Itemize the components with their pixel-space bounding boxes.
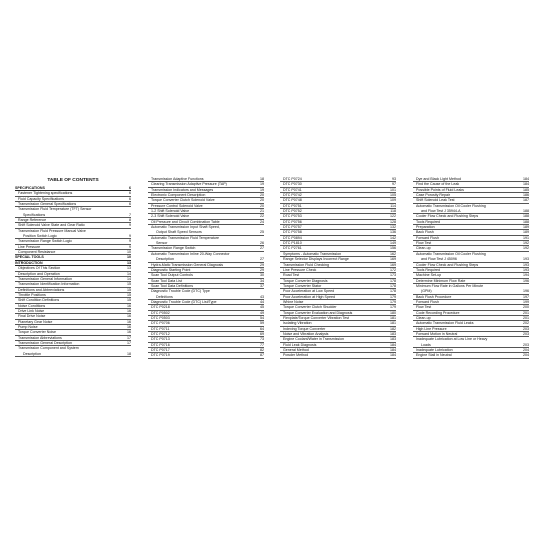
toc-entry-page-number: 26 (260, 241, 264, 246)
toc-entry-title: Objectives Of This Section (18, 266, 61, 271)
toc-entry-page-number: 15 (127, 282, 131, 287)
toc-entry-title: Scan Tool Data List (151, 278, 182, 283)
toc-entry-page-number: 69 (260, 331, 264, 336)
toc-entry-page-number: 64 (260, 326, 264, 331)
toc-entry-title: Road Test (283, 273, 300, 278)
toc-entry-title: Pressure Control Solenoid Valve (151, 203, 203, 208)
toc-entry-page-number: 105 (390, 193, 396, 198)
toc-column-3 (280, 177, 396, 359)
toc-entry-page-number: 45 (260, 305, 264, 310)
toc-entry-title: DTC P0758 (283, 230, 302, 235)
toc-entry-title: Line Pressure (18, 244, 41, 249)
toc-entry-title: 1-2 Shift Solenoid Valve (151, 209, 190, 214)
toc-entry-page-number: 188 (523, 209, 529, 214)
toc-entry-title: Clean-up (416, 246, 431, 251)
toc-entry-page-number: 19 (260, 187, 264, 192)
toc-entry-title: Torque Converter Evaluation and Diagnosis (283, 310, 353, 315)
toc-entry-title: Forward Flush (416, 235, 439, 240)
toc-entry-title: Whine Noise (283, 299, 304, 304)
toc-entry-page-number: 184 (390, 342, 396, 347)
toc-entry-page-number: 178 (390, 278, 396, 283)
toc-entry-page-number: 16 (127, 314, 131, 319)
toc-entry-page-number: 118 (390, 209, 396, 214)
toc-entry-title: Transmission Identification Information (18, 282, 80, 287)
toc-entry-page-number: 182 (390, 326, 396, 331)
toc-entry-title: Clearing Transmission Adaptive Pressure (TAP) (151, 182, 227, 187)
toc-entry-page-number: 204 (523, 353, 529, 358)
toc-entry-page-number: 149 (390, 241, 396, 246)
toc-entry-title: Determine Minimum Flow Rate (416, 278, 466, 283)
toc-entry-title: Machine Set-up (416, 273, 442, 278)
toc-entry-title: Transmission General Information (18, 276, 72, 281)
toc-entry-page-number: 142 (390, 235, 396, 240)
toc-entry-title: Back Flush Procedure (416, 294, 452, 299)
toc-entry[interactable] (15, 229, 131, 240)
toc-entry-page-number: 109 (390, 198, 396, 203)
toc-column-1 (15, 186, 131, 357)
toc-column-2 (148, 177, 264, 359)
toc-entry-page-number: 193 (523, 257, 529, 262)
toc-entry-title: Code Recording Procedure (416, 310, 460, 315)
toc-entry-title: Flexplate/Torque Converter Vibration Test (283, 315, 349, 320)
toc-entry-title: DTC P2761 (283, 246, 302, 251)
toc-entry-title: DTC P0712 (151, 331, 170, 336)
toc-entry-page-number: 9 (129, 239, 131, 244)
toc-entry-page-number: 13 (127, 260, 131, 265)
toc-entry-title: Automatic Transmission Oil Cooler Flushing (416, 251, 486, 256)
toc-entry-title: Final Drive Noise (18, 314, 46, 319)
toc-entry-title: Forward Flush (416, 299, 439, 304)
toc-entry-page-number: 193 (523, 267, 529, 272)
toc-entry-page-number: 22 (260, 214, 264, 219)
toc-entry-page-number: 202 (523, 321, 529, 326)
toc-entry-title: DTC P0741 (283, 187, 302, 192)
toc-entry-page-number: 132 (390, 225, 396, 230)
toc-entry-title: Isolating Vibration (283, 321, 312, 326)
toc-entry-title: Transmission Range Switch (151, 246, 196, 251)
toc-entry-title: Tools Required (416, 267, 440, 272)
toc-entry-page-number: 16 (127, 324, 131, 329)
toc-entry-title: Powder Method (283, 353, 309, 358)
toc-entry-title: Torque Converter Stator (283, 283, 322, 288)
toc-entry-page-number: 169 (390, 257, 396, 262)
toc-entry-title: DTC P0742 (283, 193, 302, 198)
toc-entry-page-number: 20 (260, 203, 264, 208)
toc-entry-page-number: 9 (129, 234, 131, 239)
toc-entry-page-number: 24 (260, 219, 264, 224)
toc-entry-title: DTC P0503 (151, 315, 170, 320)
toc-entry-title-continued: Loads (421, 342, 431, 347)
toc-entry-page-number: 6 (129, 202, 131, 207)
toc-entry-title: Case Porosity Repair (416, 193, 450, 198)
toc-entry-title: DTC P0502 (151, 310, 170, 315)
toc-entry-title: Noise Conditions (18, 303, 46, 308)
toc-entry[interactable] (148, 236, 264, 247)
toc-entry-page-number: 43 (260, 294, 264, 299)
toc-entry-title: Flow Test (416, 305, 432, 310)
toc-entry-page-number: 184 (390, 353, 396, 358)
toc-entry-title: Minimum Flow Rate in Gallons Per Minute (416, 283, 484, 288)
toc-entry-title: Shift Solenoid Leak Test (416, 198, 455, 203)
toc-entry-title: DTC P0751 (283, 203, 302, 208)
toc-entry-page-number: 17 (127, 340, 131, 345)
toc-entry-title: Noise and Vibration Analysis (283, 331, 329, 336)
toc-entry-page-number: 201 (523, 310, 529, 315)
toc-entry-page-number: 162 (390, 251, 396, 256)
toc-entry-title: DTC P1810 (283, 241, 302, 246)
toc-entry-title-continued: Description (23, 351, 41, 356)
toc-entry-page-number: 184 (523, 182, 529, 187)
toc-entry-title: Engine Coolant/Water in Transmission (283, 337, 344, 342)
toc-entry-title: Shift Condition Definitions (18, 298, 60, 303)
toc-entry-title: DTC P0218 (151, 305, 170, 310)
toc-entry-title: Description and Operation (18, 271, 60, 276)
toc-entry-title: Poor Acceleration at Low Speed (283, 289, 335, 294)
toc-entry-title: Scan Tool Data Definitions (151, 283, 194, 288)
toc-entry-page-number: 191 (523, 235, 529, 240)
toc-entry-page-number: 180 (390, 310, 396, 315)
toc-entry-title: Hydra-Matic Transmission General Diagnosis (151, 262, 224, 267)
toc-entry-title: Preparation (416, 225, 435, 230)
toc-entry-page-number: 27 (260, 257, 264, 262)
toc-entry-title-continued: Sensor (156, 241, 168, 246)
toc-entry-page-number: 114 (390, 203, 396, 208)
toc-entry-page-number: 6 (129, 196, 131, 201)
toc-entry-title: Transmission Fluid Temperature (TFT) Sensor (18, 207, 92, 212)
toc-entry-title: Range Reference (18, 218, 47, 223)
toc-entry-title: Cooler Flow Check and Flushing Steps (416, 262, 479, 267)
toc-entry-page-number: 21 (260, 209, 264, 214)
toc-entry-page-number: 8 (129, 218, 131, 223)
toc-entry-page-number: 97 (392, 182, 396, 187)
toc-entry-title: Transmission General Specifications (18, 202, 77, 207)
toc-entry[interactable] (413, 284, 529, 295)
toc-entry-title-continued: Position Switch Logic (23, 234, 57, 239)
toc-entry-page-number: 196 (523, 289, 529, 294)
toc-entry-title: Possible Points of Fluid Leaks (416, 187, 464, 192)
toc-entry-title: Symptoms - Automatic Transmission (283, 251, 342, 256)
toc-entry-page-number: 128 (390, 219, 396, 224)
toc-entry-title: DTC P0719 (151, 353, 170, 358)
toc-entry-title: Back Flush (416, 230, 434, 235)
toc-entry-title: Transmission Adaptive Functions (151, 177, 204, 181)
toc-entry[interactable] (413, 252, 529, 263)
toc-entry-page-number: 181 (390, 315, 396, 320)
toc-entry-page-number: 184 (523, 177, 529, 181)
toc-entry-page-number: 7 (129, 212, 131, 217)
toc-entry[interactable] (413, 353, 529, 358)
toc-entry-page-number: 179 (390, 299, 396, 304)
toc-entry-title: Transmission General Description (18, 340, 72, 345)
toc-entry-title: Tools Required (416, 219, 440, 224)
toc-entry-title: Cooler Flow Check and Flushing Steps (416, 214, 479, 219)
toc-entry-title: Component Resistance (18, 250, 56, 255)
toc-entry-page-number: 59 (260, 321, 264, 326)
toc-entry-title-continued: Description (156, 257, 174, 262)
toc-entry-title: DTC P0717 (151, 348, 170, 352)
toc-entry-page-number: 44 (260, 299, 264, 304)
toc-entry-page-number: 199 (523, 299, 529, 304)
toc-entry-page-number: 183 (390, 331, 396, 336)
toc-entry-page-number: 19 (260, 182, 264, 187)
toc-entry[interactable] (413, 204, 529, 215)
toc-entry-title: DTC P0706 (151, 321, 170, 326)
toc-entry[interactable] (280, 353, 396, 358)
toc-entry-title: INTRODUCTION (15, 260, 43, 265)
toc-entry-page-number: 87 (260, 353, 264, 358)
toc-entry-title: Line Pressure Check (283, 267, 317, 272)
toc-entry-page-number: 204 (523, 348, 529, 352)
toc-entry-title: Oil Pressure and Circuit Combination Table (151, 219, 220, 224)
toc-entry-title: Automatic Transmission Inline 20-Way Connector (151, 251, 230, 256)
toc-entry-title: Fluid Leak Diagnosis (283, 342, 317, 347)
toc-entry-title: Find the Cause of the Leak (416, 182, 460, 187)
toc-entry-title: Throttle Positions (18, 292, 46, 297)
toc-entry-page-number: 183 (390, 337, 396, 342)
toc-entry-page-number: 16 (127, 319, 131, 324)
toc-entry-page-number: 203 (523, 342, 529, 347)
toc-entry-title: DTC P0713 (151, 337, 170, 342)
toc-entry-page-number: 15 (127, 298, 131, 303)
toc-entry-page-number: 186 (523, 193, 529, 198)
toc-entry-title: High Line Pressure (416, 326, 447, 331)
toc-entry-title: Range Selector Displays Incorrect Range (283, 257, 349, 262)
toc-entry-title-continued: Definitions (156, 294, 173, 299)
toc-entry-page-number: 197 (523, 294, 529, 299)
toc-entry-page-number: 29 (260, 267, 264, 272)
toc-entry[interactable] (15, 346, 131, 357)
toc-entry-title: 2-3 Shift Solenoid Valve (151, 214, 190, 219)
toc-entry-page-number: 9 (129, 244, 131, 249)
toc-entry-title: Planetary Gear Noise (18, 319, 53, 324)
toc-entry-page-number: 6 (129, 191, 131, 196)
toc-entry-page-number: 30 (260, 273, 264, 278)
toc-entry-title: Fastener Tightening specifications (18, 191, 73, 196)
toc-entry-page-number: 9 (129, 223, 131, 228)
toc-entry-title: DTC P0711 (151, 326, 170, 331)
toc-entry-title: Transmission Range Switch Logic (18, 239, 72, 244)
toc-entry-page-number: 201 (523, 315, 529, 320)
toc-entry-page-number: 15 (127, 287, 131, 292)
toc-entry-page-number: 93 (392, 177, 396, 181)
toc-entry-title: Transmission Fluid Pressure Manual Valve (18, 228, 86, 233)
toc-entry-page-number: 181 (390, 321, 396, 326)
toc-entry-title: Automatic Transmission Fluid Temperature (151, 235, 220, 240)
toc-entry-page-number: 20 (260, 193, 264, 198)
toc-entry-title: Diagnostic Trouble Code (DTC) List/Type (151, 299, 217, 304)
toc-entry-title: Automatic Transmission Oil Cooler Flushing (416, 203, 486, 208)
toc-entry-page-number: 193 (523, 262, 529, 267)
toc-entry-page-number: 18 (260, 177, 264, 181)
toc-entry-title-continued: and Flow Test J 45096 (421, 257, 457, 262)
toc-entry-title: Fluid Capacity Specifications (18, 196, 64, 201)
toc-entry-title: Torque Converter Clutch Shudder (283, 305, 337, 310)
toc-entry-page-number: 185 (523, 187, 529, 192)
toc-entry-page-number: 54 (260, 315, 264, 320)
toc-entry-title: Indexing Torque Converter (283, 326, 326, 331)
toc-entry-page-number: 14 (127, 276, 131, 281)
toc-entry-page-number: 25 (260, 230, 264, 235)
toc-entry-title: Automatic Transmission Input Shaft Speed, (151, 225, 220, 230)
toc-entry-title: SPECIFICATIONS (15, 186, 45, 190)
toc-title: TABLE OF CONTENTS (47, 178, 99, 183)
toc-entry-title: Transmission Fluid Checking (283, 262, 330, 267)
toc-entry-page-number: 29 (260, 262, 264, 267)
toc-entry-title: Shift Solenoid Valve State and Gear Ratio (18, 223, 85, 228)
toc-entry-page-number: 188 (523, 214, 529, 219)
toc-entry-title: Dye and Black Light Method (416, 177, 461, 181)
toc-entry-page-number: 20 (260, 198, 264, 203)
toc-entry-page-number: 77 (260, 342, 264, 347)
toc-entry-title: Electronic Component Description (151, 193, 206, 198)
toc-entry-page-number: 17 (127, 335, 131, 340)
toc-entry[interactable] (148, 289, 264, 300)
toc-entry-page-number: 169 (390, 262, 396, 267)
toc-entry-page-number: 184 (390, 348, 396, 352)
toc-entry-page-number: 156 (390, 246, 396, 251)
toc-entry-page-number: 173 (390, 273, 396, 278)
toc-entry-title: Torque Converter Diagnosis (283, 278, 328, 283)
toc-entry-title-continued: (GPM) (421, 289, 432, 294)
toc-entry-page-number: 172 (390, 267, 396, 272)
toc-entry-title: DTC P0757 (283, 225, 302, 230)
toc-entry-title: Engine Stall in Neutral (416, 353, 452, 358)
toc-entry-page-number: 37 (260, 283, 264, 288)
toc-entry-title: Transmission Component and System (18, 346, 79, 351)
toc-entry[interactable] (413, 337, 529, 348)
toc-entry-page-number: 178 (390, 289, 396, 294)
toc-entry-title: DTC P0724 (283, 177, 302, 181)
toc-entry[interactable] (148, 225, 264, 236)
toc-entry-title: DTC P0730 (283, 182, 302, 187)
toc-entry[interactable] (15, 207, 131, 218)
toc-entry-page-number: 192 (523, 241, 529, 246)
toc-entry-page-number: 10 (127, 250, 131, 255)
toc-entry-page-number: 189 (523, 230, 529, 235)
toc-entry-title: DTC P0756 (283, 219, 302, 224)
toc-entry-page-number: 192 (523, 246, 529, 251)
toc-entry-page-number: 189 (523, 225, 529, 230)
toc-entry-page-number: 178 (390, 283, 396, 288)
toc-entry-page-number: 14 (127, 271, 131, 276)
toc-entry-title: DTC P0716 (151, 342, 170, 347)
toc-entry-title: DTC P0748 (283, 198, 302, 203)
toc-entry-page-number: 194 (523, 273, 529, 278)
toc-entry-title: DTC P0894 (283, 235, 302, 240)
toc-entry-title: Forward Motion in Neutral (416, 331, 458, 336)
toc-entry-page-number: 73 (260, 337, 264, 342)
toc-entry-page-number: 27 (260, 246, 264, 251)
toc-entry-title: Poor Acceleration at High Speed (283, 294, 335, 299)
toc-entry-page-number: 179 (390, 294, 396, 299)
toc-entry-page-number: 15 (127, 292, 131, 297)
toc-entry-title: DTC P0752 (283, 209, 302, 214)
toc-entry-title: Automatic Transmission Fluid Leaks (416, 321, 474, 326)
toc-entry-page-number: 34 (260, 278, 264, 283)
toc-entry-title-continued: Specifications (23, 212, 46, 217)
toc-entry-page-number: 188 (523, 219, 529, 224)
toc-entry-title: Transmission Indicators and Messages (151, 187, 214, 192)
toc-entry-title: Diagnostic Starting Point (151, 267, 191, 272)
toc-entry-title: Torque Converter Clutch Solenoid Valve (151, 198, 215, 203)
toc-entry-title: SPECIAL TOOLS (15, 255, 44, 260)
toc-entry-page-number: 136 (390, 230, 396, 235)
toc-entry[interactable] (148, 353, 264, 358)
toc-entry-page-number: 122 (390, 214, 396, 219)
toc-entry-title: Torque Converter Noise (18, 330, 56, 335)
toc-entry-page-number: 101 (390, 187, 396, 192)
toc-entry-title-continued: and Flow Test J 35944-A (421, 209, 461, 214)
toc-entry-page-number: 16 (127, 308, 131, 313)
toc-entry-title: Scan Tool Output Controls (151, 273, 193, 278)
toc-entry-page-number: 187 (523, 198, 529, 203)
toc-entry-page-number: 6 (129, 186, 131, 190)
toc-entry-title: Drive Link Noise (18, 308, 45, 313)
toc-entry-page-number: 200 (523, 305, 529, 310)
toc-entry-title: Inadequate Lubrication at Low Line or Heavy (416, 337, 488, 342)
toc-entry-page-number: 16 (127, 303, 131, 308)
toc-entry-page-number: 203 (523, 326, 529, 331)
toc-entry-page-number: 49 (260, 310, 264, 315)
toc-entry-title: Transmission Abbreviations (18, 335, 62, 340)
toc-entry-title: Flow Test (416, 241, 432, 246)
toc-entry-title: Diagnostic Trouble Code (DTC) Type (151, 289, 210, 294)
toc-entry-page-number: 18 (127, 351, 131, 356)
toc-entry-title: Definitions and Abbreviations (18, 287, 65, 292)
toc-entry-title: Inadequate Lubrication (416, 348, 453, 352)
toc-entry-title: DTC P0753 (283, 214, 302, 219)
toc-entry-page-number: 10 (127, 255, 131, 260)
toc-entry-page-number: 13 (127, 266, 131, 271)
toc-entry-title-continued: Output Shaft Speed Sensors (156, 230, 202, 235)
toc-entry-page-number: 196 (523, 278, 529, 283)
toc-entry-page-number: 16 (127, 330, 131, 335)
toc-entry-title: Pump Noise (18, 324, 38, 329)
toc-entry-title: General Method (283, 348, 309, 352)
toc-column-4 (413, 177, 529, 359)
toc-entry-page-number: 82 (260, 348, 264, 352)
toc-entry-page-number: 203 (523, 331, 529, 336)
toc-entry[interactable] (148, 252, 264, 263)
toc-entry-page-number: 179 (390, 305, 396, 310)
toc-entry-title: Clean-up (416, 315, 431, 320)
